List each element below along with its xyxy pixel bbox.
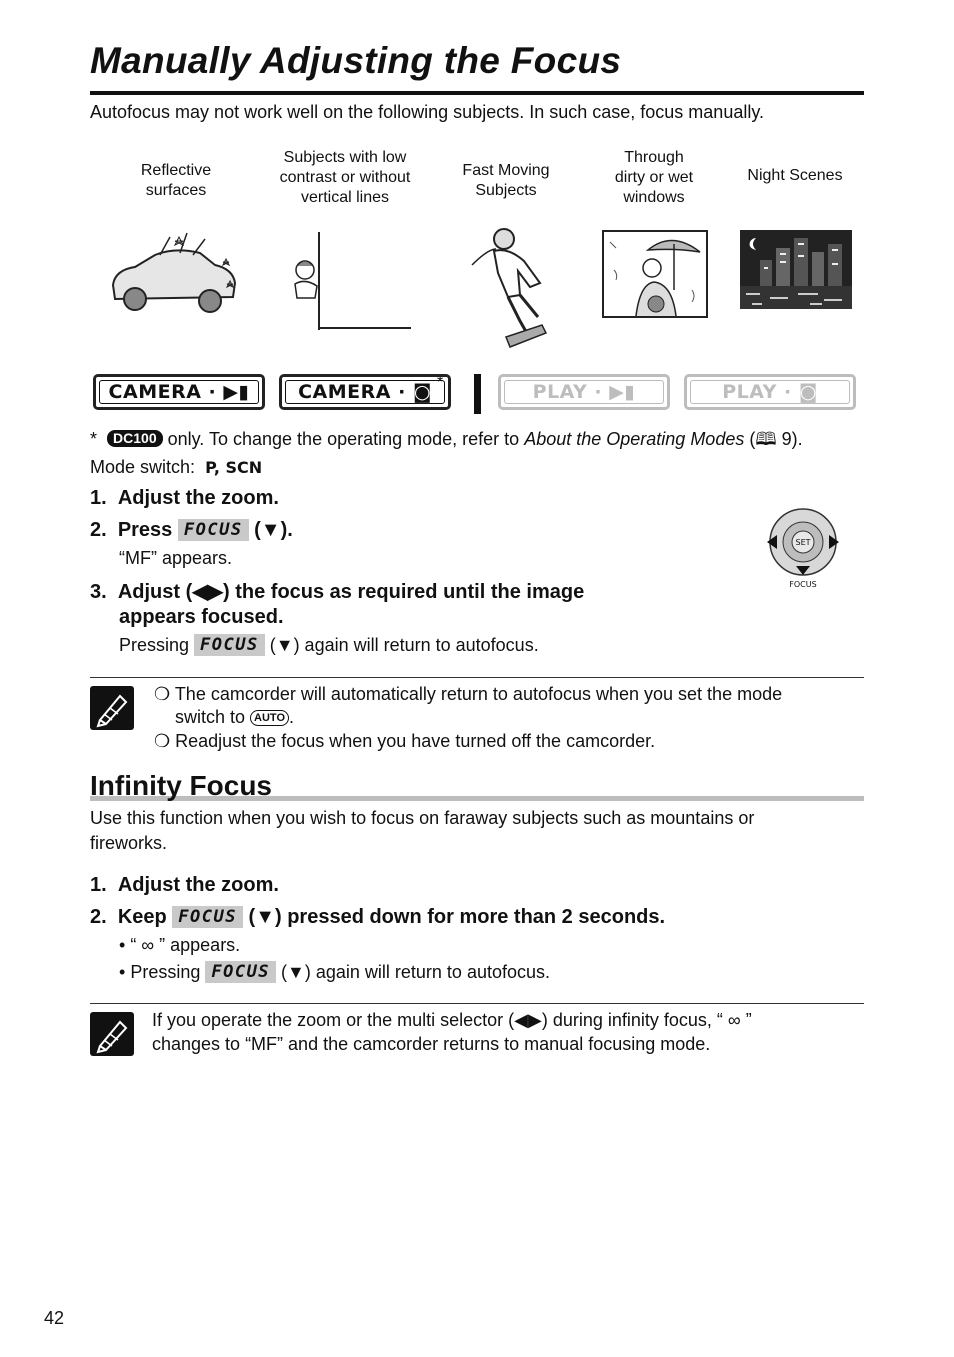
movie-camera-icon: ▶▮ [223, 381, 250, 403]
movie-camera-icon: ▶▮ [609, 381, 636, 403]
manual-step-2: 2. Press FOCUS (▼). [90, 519, 293, 541]
still-camera-icon: ◙ [798, 381, 818, 403]
note1-bullet2: ❍ Readjust the focus when you have turned off the camcorder. [154, 731, 656, 751]
note-pencil-icon [90, 1012, 134, 1056]
manual-step-3-line2: appears focused. [119, 606, 284, 628]
note1-bullet1: ❍ The camcorder will automatically return to autofocus when you set the mode [154, 684, 783, 704]
page-title: Manually Adjusting the Focus [90, 40, 622, 81]
page-number: 42 [44, 1308, 65, 1328]
mode-switch-line: Mode switch: P, SCN [90, 457, 263, 477]
infinity-desc-line1: Use this function when you wish to focus on faraway subjects such as mountains or [90, 808, 755, 828]
infinity-bullet2: • Pressing FOCUS (▼) again will return to autofocus. [119, 962, 551, 982]
caption-dirty-window: Through dirty or wet windows [614, 149, 694, 206]
focus-button-label: FOCUS [205, 961, 276, 983]
mode-separator [474, 374, 481, 414]
focus-button-label: FOCUS [194, 634, 265, 656]
note1-rule [90, 677, 864, 678]
fast-moving-skater-illustration [468, 225, 553, 350]
model-badge: DC100 [107, 430, 163, 447]
night-scenes-illustration [740, 230, 852, 309]
infinity-step-2: 2. Keep FOCUS (▼) pressed down for more than 2 seconds. [90, 906, 666, 928]
reflective-car-illustration [105, 225, 245, 320]
infinity-heading: Infinity Focus [90, 770, 272, 801]
mode-switch-value: P, SCN [205, 458, 263, 477]
mode-play-still: PLAY · ◙ [684, 374, 856, 410]
auto-mode-badge: AUTO [250, 710, 289, 726]
caption-reflective: Reflective surfaces [140, 162, 212, 199]
title-rule [90, 91, 864, 95]
caption-low-contrast: Subjects with low contrast or without vertical lines [279, 149, 411, 206]
selector-center-label: SET [795, 538, 811, 547]
focus-button-label: FOCUS [178, 519, 249, 541]
note-pencil-icon [90, 686, 134, 730]
caption-night-scenes: Night Scenes [747, 167, 843, 184]
footnote: * DC100 only. To change the operating mode, refer to About the Operating Modes (🕮 9). [90, 429, 803, 449]
manual-step-2-note: “MF” appears. [119, 548, 233, 568]
intro-text: Autofocus may not work well on the following subjects. In such case, focus manually. [90, 102, 764, 122]
multi-selector-diagram [764, 506, 842, 592]
focus-button-label: FOCUS [172, 906, 243, 928]
low-contrast-illustration [285, 228, 415, 333]
mode-asterisk: * [437, 374, 444, 391]
note2-line2: changes to “MF” and the camcorder returns to manual focusing mode. [152, 1034, 711, 1054]
still-camera-icon: ◙ [412, 381, 432, 403]
note2-line1: If you operate the zoom or the multi selector (◀▶) during infinity focus, “ ∞ ” [152, 1010, 752, 1030]
manual-step-3-note: Pressing FOCUS (▼) again will return to autofocus. [119, 635, 539, 655]
manual-step-1: 1. Adjust the zoom. [90, 487, 279, 509]
infinity-desc-line2: fireworks. [90, 833, 168, 853]
dirty-window-illustration [602, 230, 708, 318]
note2-rule [90, 1003, 864, 1004]
note1-bullet1-line2: switch to AUTO . [175, 707, 295, 727]
manual-step-3: 3. Adjust (◀▶) the focus as required until the image [90, 581, 585, 603]
book-icon: 🕮 [755, 429, 777, 449]
infinity-step-1: 1. Adjust the zoom. [90, 874, 279, 896]
mode-play-movie: PLAY · ▶▮ [498, 374, 670, 410]
mode-camera-still: CAMERA · ◙ [279, 374, 451, 410]
mode-camera-movie: CAMERA · ▶▮ [93, 374, 265, 410]
caption-fast-moving: Fast Moving Subjects [462, 162, 550, 199]
infinity-bullet1: • “ ∞ ” appears. [119, 935, 241, 955]
selector-caption: FOCUS [789, 580, 817, 589]
